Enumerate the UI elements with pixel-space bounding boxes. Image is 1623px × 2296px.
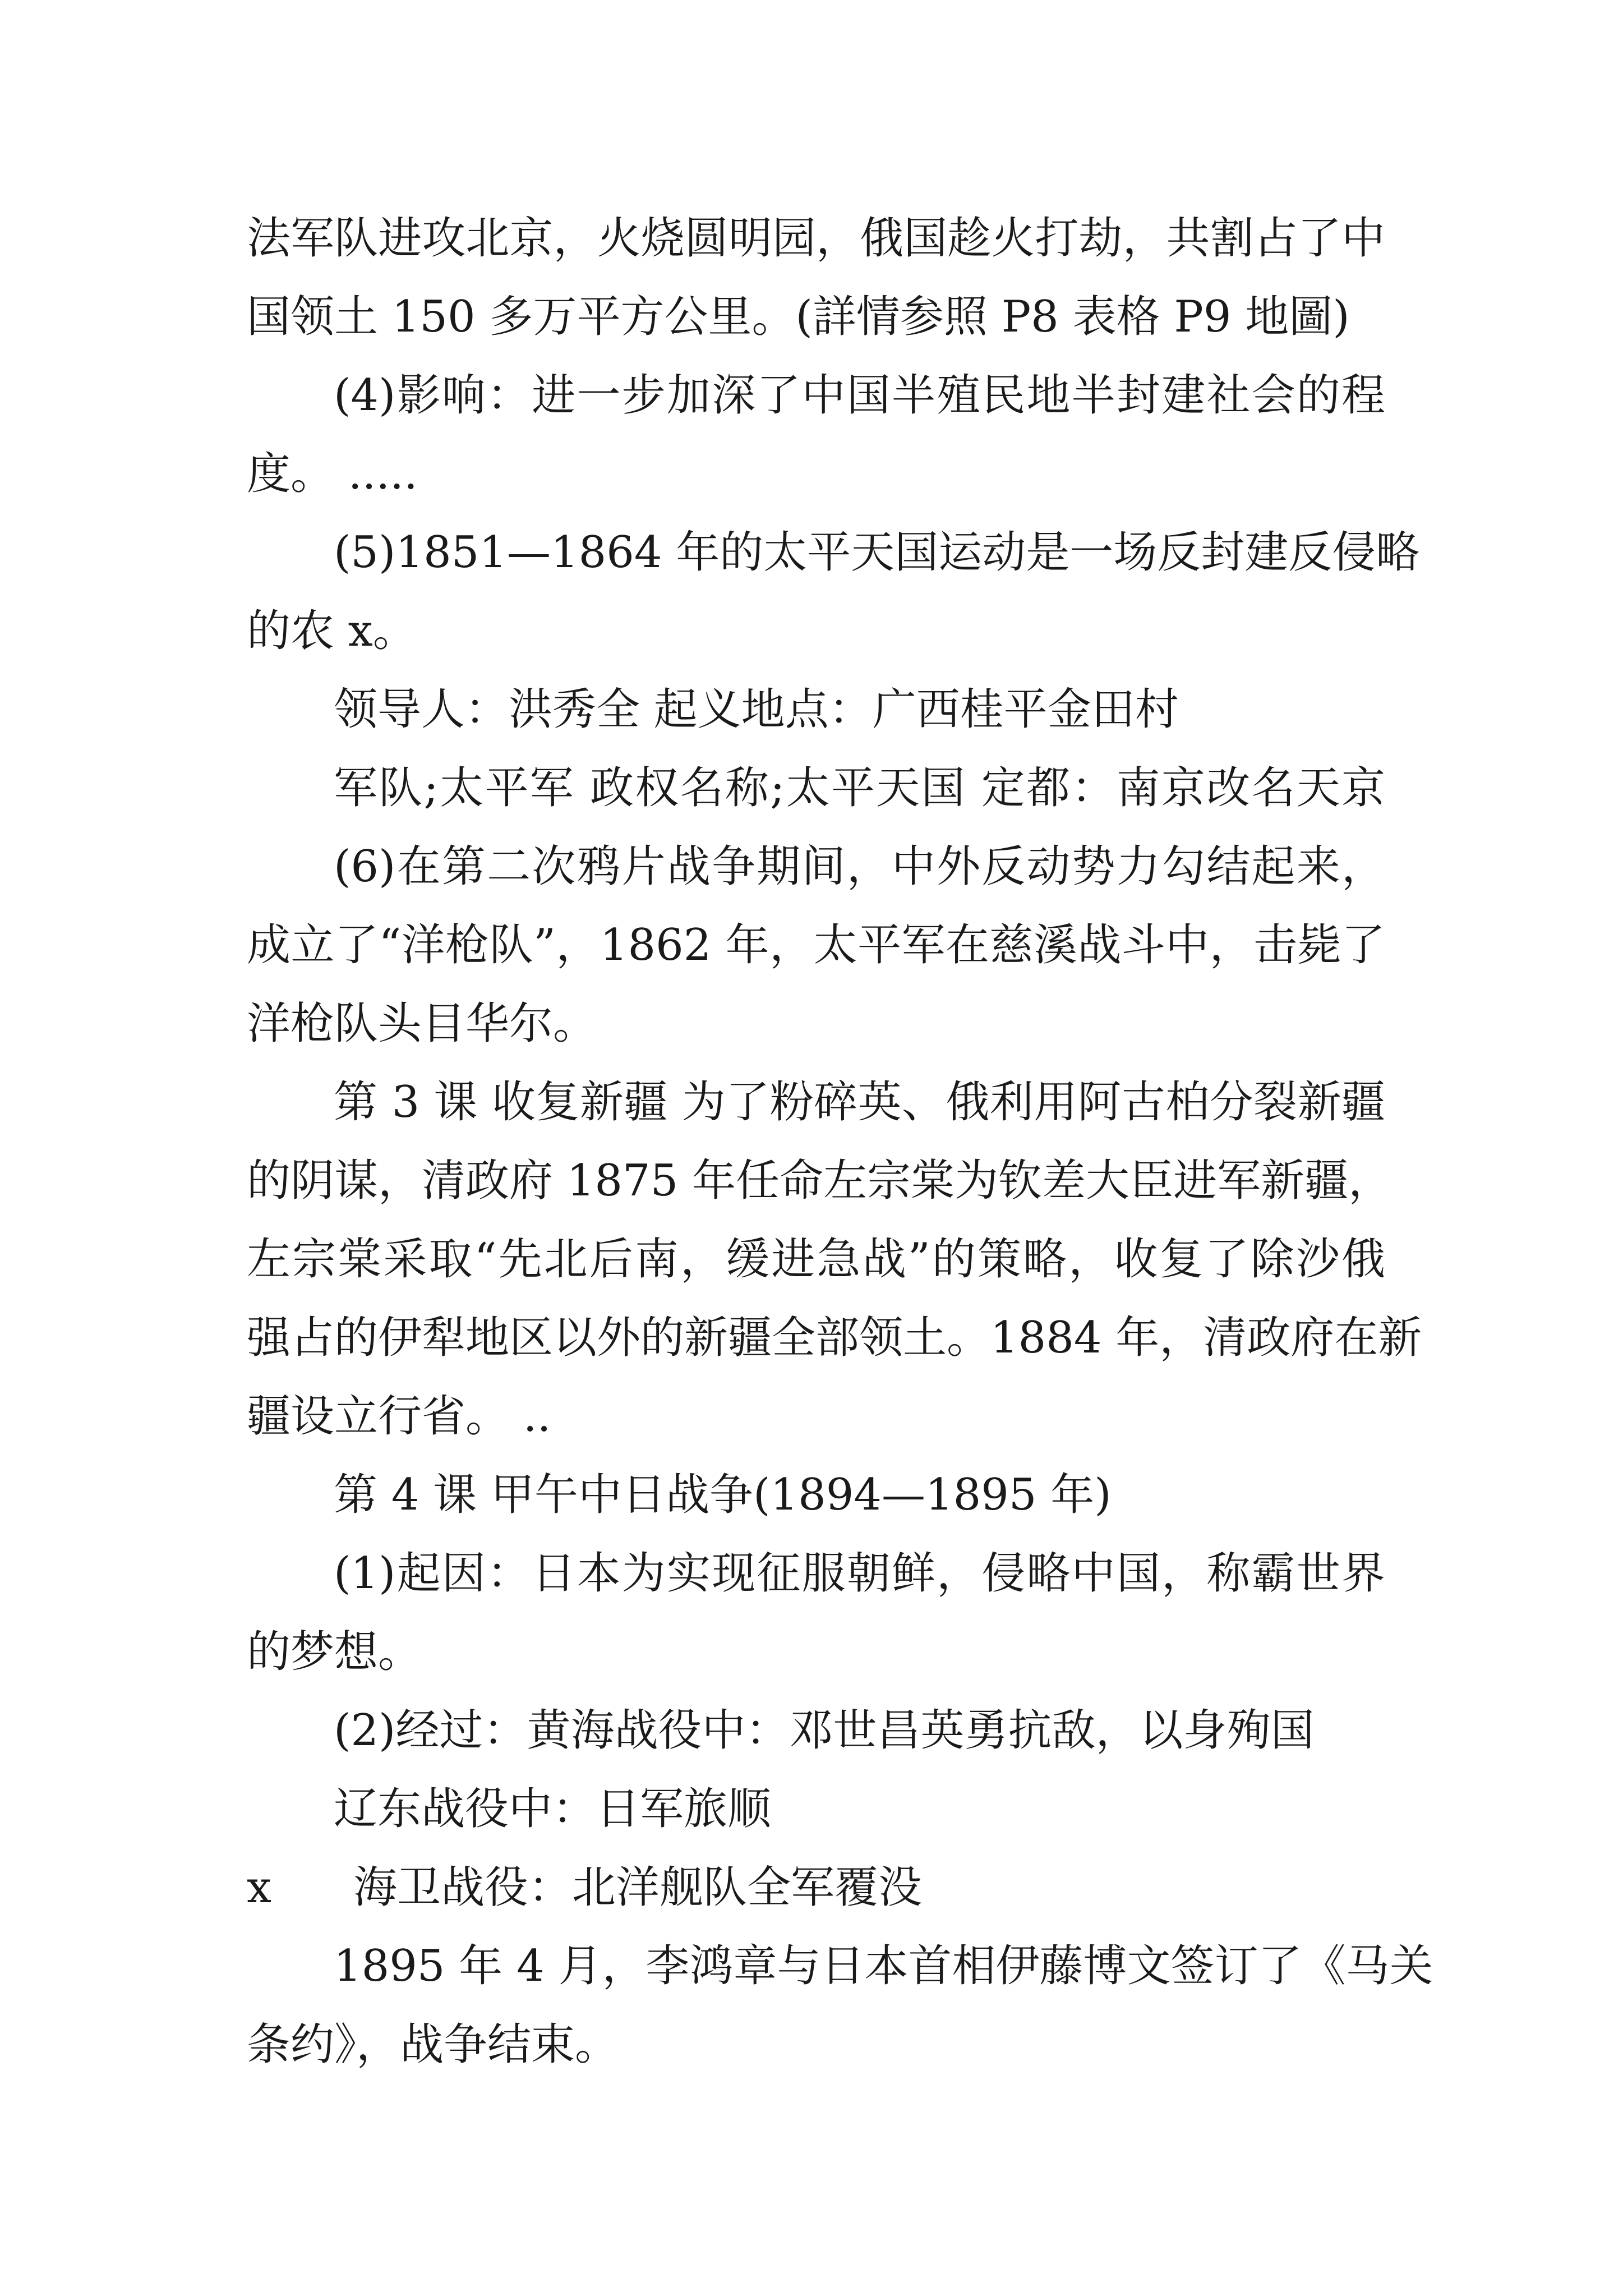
text-line: 辽东战役中：日军旅顺 [334, 1784, 772, 1834]
text-line: (5)1851—1864 年的太平天国运动是一场反封建反侵略 [334, 527, 1420, 578]
margin-mark: x [247, 1862, 271, 1913]
text-line: 的阴谋，清政府 1875 年任命左宗棠为钦差大臣进军新疆， [247, 1156, 1393, 1206]
text-line: 军队;太平军 政权名称;太平天国 定都：南京改名天京 [334, 763, 1385, 813]
text-line: 海卫战役：北洋舰队全军覆没 [353, 1862, 923, 1913]
text-line: 领导人：洪秀全 起义地点：广西桂平金田村 [334, 684, 1179, 735]
text-line: 强占的伊犁地区以外的新疆全部领土。1884 年，清政府在新 [247, 1313, 1422, 1363]
text-line: 1895 年 4 月，李鸿章与日本首相伊藤博文签订了《马关 [334, 1941, 1433, 1991]
text-line: 的梦想。 [247, 1627, 422, 1677]
text-line: 第 3 课 收复新疆 为了粉碎英、俄利用阿古柏分裂新疆 [334, 1077, 1385, 1128]
text-line: (4)影响：进一步加深了中国半殖民地半封建社会的程 [334, 370, 1385, 421]
text-line: (2)经过：黄海战役中：邓世昌英勇抗敌，以身殉国 [334, 1705, 1315, 1756]
text-line: 国领土 150 多万平方公里。(詳情参照 P8 表格 P9 地圖) [247, 292, 1350, 342]
text-line: 的农 x。 [247, 606, 417, 656]
text-line: 第 4 课 甲午中日战争(1894—1895 年) [334, 1470, 1112, 1520]
text-line: 疆设立行省。 .. [247, 1391, 551, 1442]
text-line: 法军队进攻北京，火烧圆明园，俄国趁火打劫，共割占了中 [247, 213, 1385, 264]
text-line: (1)起因：日本为实现征服朝鲜，侵略中国，称霸世界 [334, 1548, 1385, 1599]
text-line: 左宗棠采取“先北后南，缓进急战”的策略，收复了除沙俄 [247, 1234, 1385, 1285]
text-line: 度。 ..... [247, 449, 418, 499]
text-line: 洋枪队头目华尔。 [247, 999, 597, 1049]
text-line: 成立了“洋枪队”，1862 年，太平军在慈溪战斗中，击毙了 [247, 920, 1385, 970]
text-line: 条约》，战争结束。 [247, 2019, 619, 2070]
text-line: (6)在第二次鸦片战争期间，中外反动势力勾结起来， [334, 841, 1385, 892]
